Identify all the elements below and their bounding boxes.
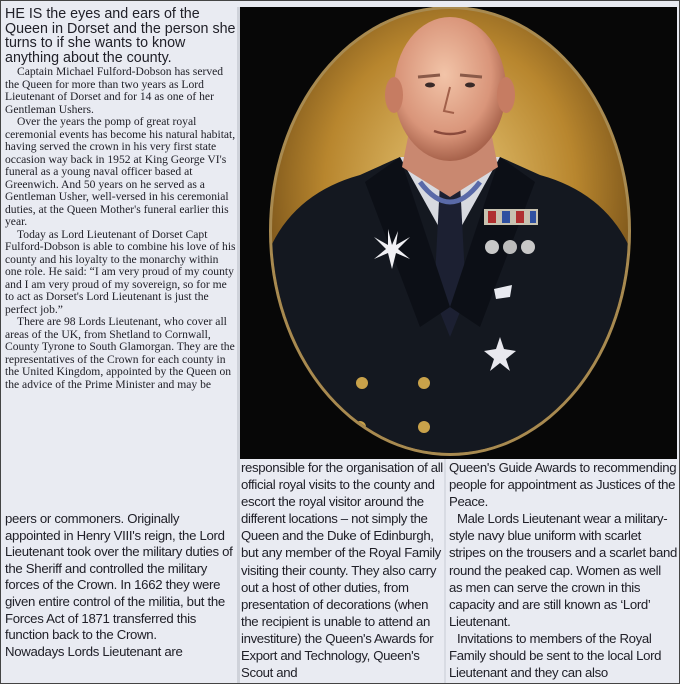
- paragraph-7: responsible for the organisation of all official royal visits to the county and escort the royal visitor around the different locations – not simply the Queen and the Duke of Edinburgh, but any member of the Royal Family visiting their county. They also carry out a host of other duties, from presentation of decorations (when the recipient is unable to attend an investiture) the Queen's Awards for Export and Technology, Queen's Scout and: [241, 460, 443, 681]
- paragraph-3: Today as Lord Lieutenant of Dorset Capt Fulford-Dobson is able to combine his love of his county and his loyalty to the monarchy within one role. He said: “I am very proud of my county and I am very proud of my sovereign, so for me to act as Dorset's Lord Lieutenant is just the perfect job.”: [5, 227, 236, 316]
- paragraph-8: Queen's Guide Awards to recommending people for appointment as Justices of the Peace.: [449, 460, 677, 510]
- left-column: [5, 7, 237, 391]
- paragraph-6: Nowadays Lords Lieutenant are: [5, 643, 183, 659]
- paragraph-9: Male Lords Lieutenant wear a military-style navy blue uniform with scarlet stripes on the trousers and a scarlet band round the peaked cap. Women as well as men can serve the crown in this capacity and are still known as ‘Lord’ Lieutenant.: [449, 511, 677, 629]
- right-column: [449, 459, 677, 681]
- paragraph-2: Over the years the pomp of great royal ceremonial events has become his natural habitat, having served the crown in his very first state occasion way back in 1952 at King George VI's funeral as a young naval officer based at Greenwich. And 50 years on he served as a Gentleman Usher, well-versed in his ceremonial duties, at the Queen Mother's funeral earlier this year.: [5, 115, 236, 229]
- portrait-photo: [240, 7, 677, 459]
- middle-column: [241, 459, 443, 681]
- column-divider: [444, 459, 446, 684]
- lead-paragraph: HE IS the eyes and ears of the Queen in Dorset and the person she turns to if she wants to know anything about the county.: [5, 6, 236, 66]
- paragraph-4: There are 98 Lords Lieutenant, who cover all areas of the UK, from Shetland to Cornwall, County Tyrone to South Glamorgan. They are the representatives of the Crown for each county in the United Kingdom, appointed by the Queen on the advice of the Prime Minister and may be: [5, 315, 235, 391]
- paragraph-1: Captain Michael Fulford-Dobson has served the Queen for more than two years as Lord Lieutenant of Dorset and for 14 as one of her Gentleman Ushers.: [5, 65, 224, 116]
- paragraph-5: peers or commoners. Originally appointed in Henry VIII's reign, the Lord Lieutenant took over the military duties of the Sheriff and controlled the military forces of the Crown. In 1662 they were given entire control of the militia, but the Forces Act of 1871 transferred this function back to the Crown.: [5, 511, 233, 643]
- left-column-bottom: [5, 511, 237, 660]
- paragraph-10: Invitations to members of the Royal Family should be sent to the local Lord Lieutenant and they can also: [449, 630, 662, 681]
